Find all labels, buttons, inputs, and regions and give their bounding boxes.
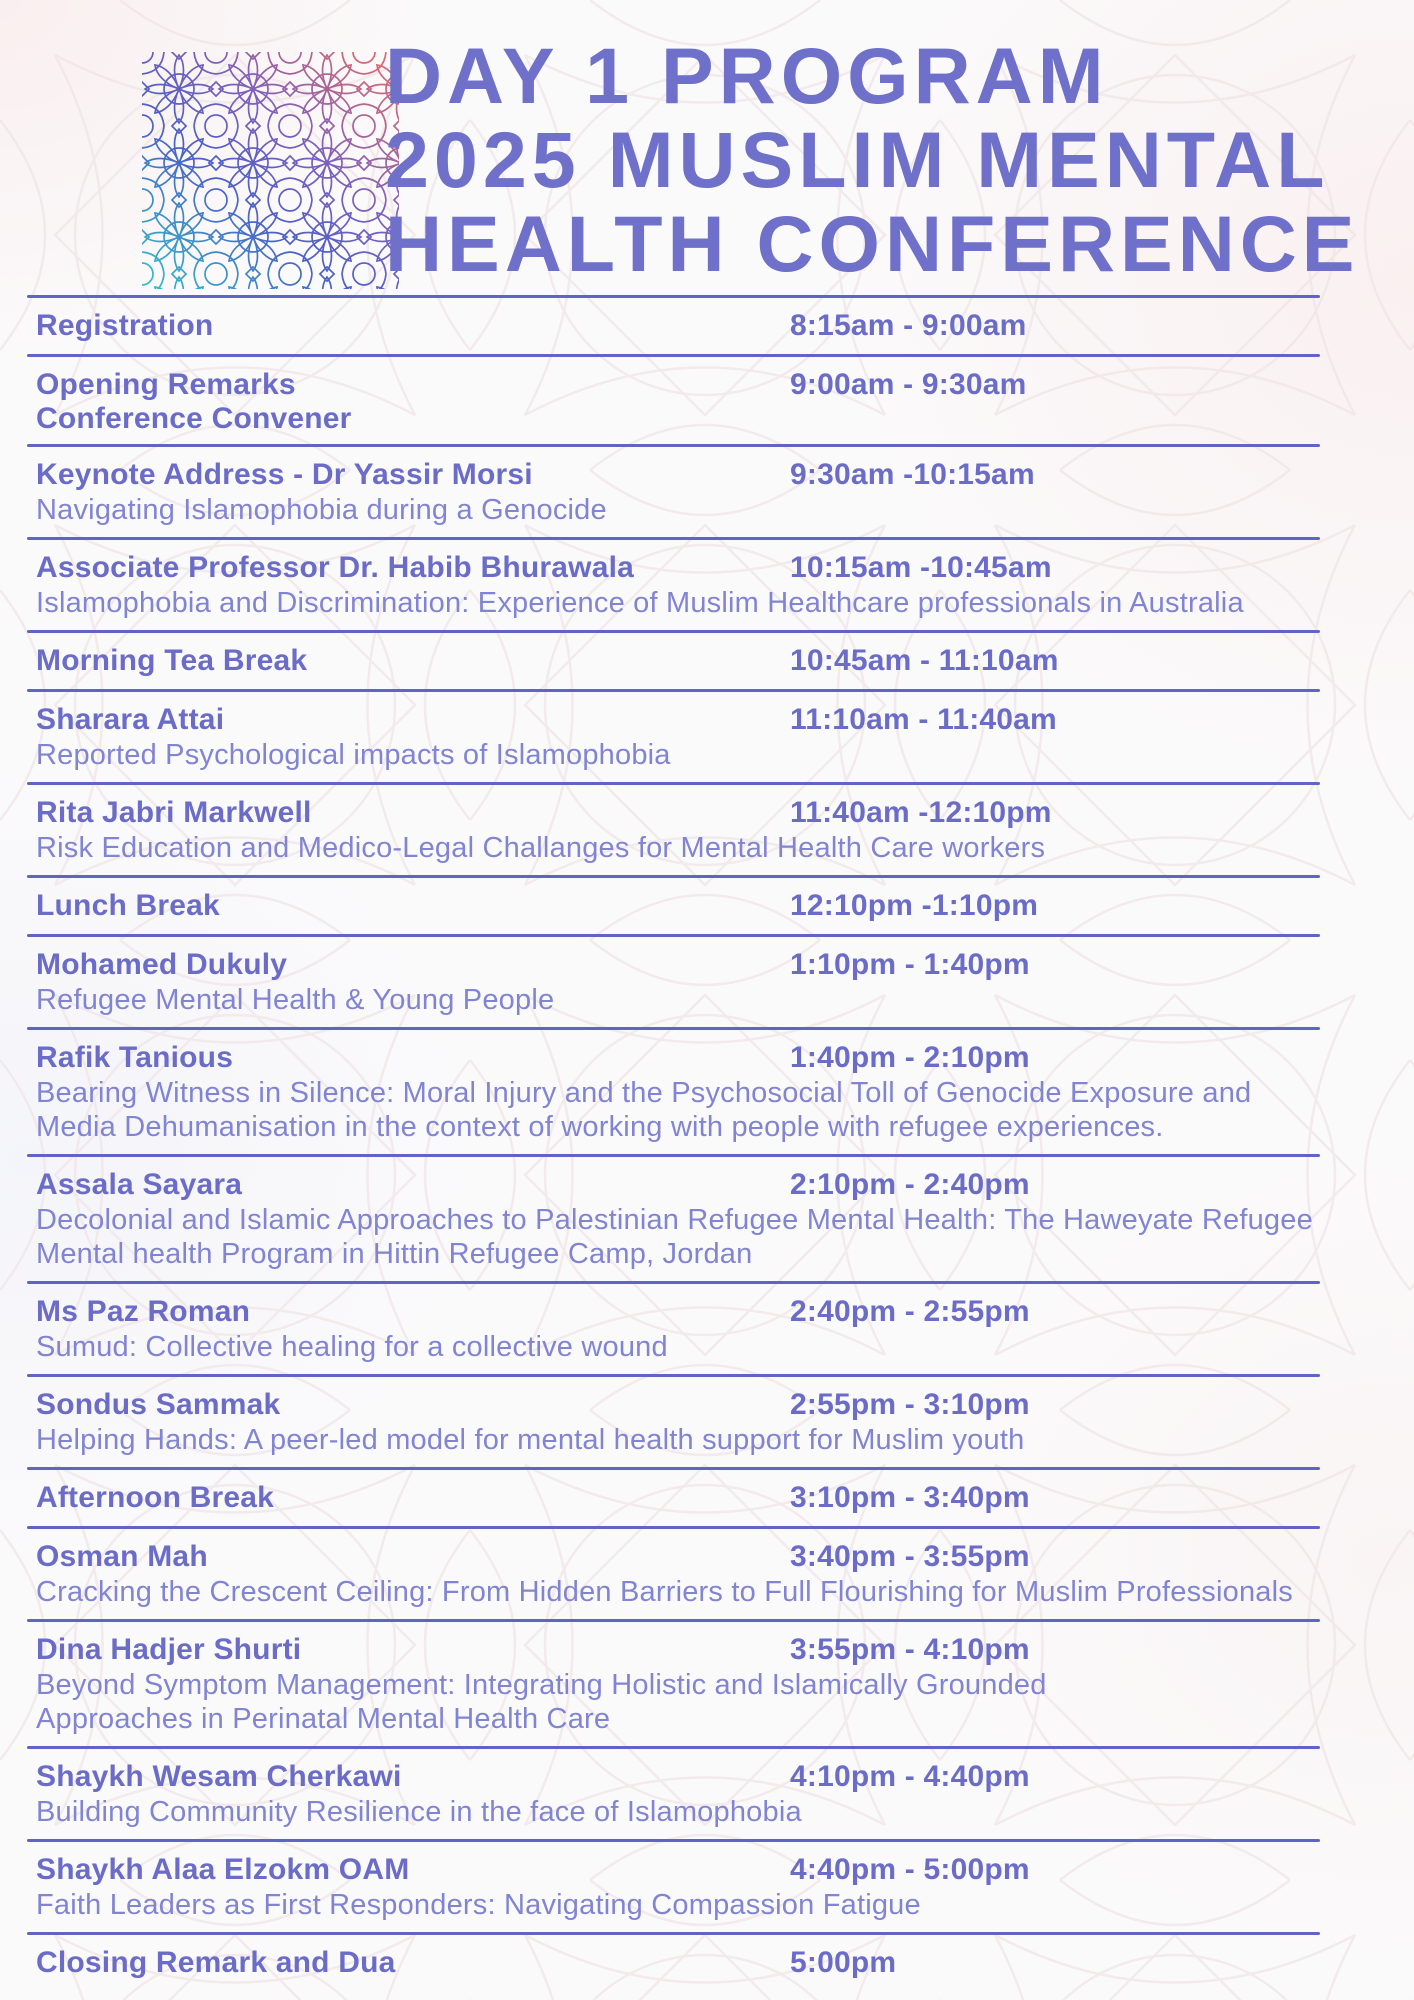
session-time: 5:00pm — [790, 1946, 897, 1979]
schedule-row — [0, 354, 1414, 444]
row-spacer — [0, 344, 1414, 354]
schedule-row — [0, 782, 1414, 875]
session-time: 9:00am - 9:30am — [790, 368, 1027, 401]
schedule-row — [0, 1467, 1414, 1526]
session-time: 9:30am -10:15am — [790, 458, 1035, 491]
session-subtitles — [0, 493, 1408, 527]
session-time: 11:40am -12:10pm — [790, 796, 1052, 829]
session-subtitle: Refugee Mental Health & Young People — [36, 984, 555, 1016]
session-titles — [0, 1470, 1414, 1516]
session-subtitle: Decolonial and Islamic Approaches to Palestinian Refugee Mental Health: The Haweyate Refugee — [36, 1204, 1313, 1236]
page-title — [385, 31, 1360, 288]
session-time: 1:10pm - 1:40pm — [790, 948, 1030, 981]
session-title: Assala Sayara — [36, 1168, 243, 1201]
session-subtitles — [0, 1203, 1408, 1271]
session-title: Keynote Address - Dr Yassir Morsi — [36, 458, 533, 491]
session-titles — [0, 1842, 1414, 1888]
row-spacer — [0, 1829, 1414, 1839]
session-title: Associate Professor Dr. Habib Bhurawala — [36, 551, 635, 584]
session-title: Closing Remark and Dua — [36, 1946, 396, 1979]
session-subtitle: Helping Hands: A peer-led model for mental health support for Muslim youth — [36, 1424, 1025, 1456]
session-subtitles — [0, 738, 1408, 772]
row-spacer — [0, 1017, 1414, 1027]
row-spacer — [0, 1271, 1414, 1281]
session-subtitles — [0, 1668, 1408, 1736]
schedule-row — [0, 1374, 1414, 1467]
session-subtitles — [0, 1076, 1408, 1144]
schedule-row — [0, 1746, 1414, 1839]
session-titles — [0, 447, 1414, 493]
schedule-row — [0, 444, 1414, 537]
session-subtitle: Cracking the Crescent Ceiling: From Hidden Barriers to Full Flourishing for Muslim Professionals — [36, 1576, 1293, 1608]
session-subtitle: Beyond Symptom Management: Integrating Holistic and Islamically Grounded — [36, 1669, 1047, 1701]
session-title: Lunch Break — [36, 889, 220, 922]
row-spacer — [0, 865, 1414, 875]
schedule-table — [0, 295, 1414, 1991]
session-time: 2:55pm - 3:10pm — [790, 1388, 1030, 1421]
session-titles — [0, 1529, 1414, 1575]
schedule-row — [0, 934, 1414, 1027]
schedule-row — [0, 1526, 1414, 1619]
session-title: Shaykh Wesam Cherkawi — [36, 1760, 402, 1793]
session-subtitles — [0, 1330, 1408, 1364]
session-time: 3:10pm - 3:40pm — [790, 1481, 1030, 1514]
session-subtitles — [0, 831, 1408, 865]
session-titles — [0, 1377, 1414, 1423]
session-subtitles — [0, 1795, 1408, 1829]
session-title: Rita Jabri Markwell — [36, 796, 312, 829]
session-titles — [0, 1749, 1414, 1795]
session-subtitles — [0, 983, 1408, 1017]
session-time: 10:15am -10:45am — [790, 551, 1052, 584]
session-time: 12:10pm -1:10pm — [790, 889, 1039, 922]
session-title: Morning Tea Break — [36, 644, 308, 677]
row-spacer — [0, 434, 1414, 444]
schedule-row — [0, 1281, 1414, 1374]
session-title: Sondus Sammak — [36, 1388, 281, 1421]
session-time: 4:10pm - 4:40pm — [790, 1760, 1030, 1793]
session-time: 2:10pm - 2:40pm — [790, 1168, 1030, 1201]
row-spacer — [0, 1981, 1414, 1991]
session-time: 8:15am - 9:00am — [790, 309, 1027, 342]
row-spacer — [0, 679, 1414, 689]
session-title: Rafik Tanious — [36, 1041, 234, 1074]
row-spacer — [0, 1457, 1414, 1467]
row-spacer — [0, 1516, 1414, 1526]
session-time: 2:40pm - 2:55pm — [790, 1295, 1030, 1328]
session-subtitle: Reported Psychological impacts of Islamophobia — [36, 739, 671, 771]
session-titles — [0, 1622, 1414, 1668]
row-spacer — [0, 772, 1414, 782]
row-spacer — [0, 620, 1414, 630]
row-spacer — [0, 924, 1414, 934]
session-title: Registration — [36, 309, 214, 342]
schedule-row — [0, 630, 1414, 689]
session-subtitle: Sumud: Collective healing for a collective wound — [36, 1331, 668, 1363]
row-spacer — [0, 527, 1414, 537]
session-titles — [0, 937, 1414, 983]
session-titles — [0, 1030, 1414, 1076]
session-subtitle: Islamophobia and Discrimination: Experience of Muslim Healthcare professionals in Australia — [36, 587, 1244, 619]
row-spacer — [0, 1922, 1414, 1932]
session-title: Conference Convener — [36, 402, 352, 435]
row-spacer — [0, 1364, 1414, 1374]
row-spacer — [0, 1609, 1414, 1619]
conference-logo-icon — [142, 52, 399, 289]
schedule-row — [0, 1932, 1414, 1991]
session-titles — [0, 1157, 1414, 1203]
session-title: Dina Hadjer Shurti — [36, 1633, 302, 1666]
session-time: 4:40pm - 5:00pm — [790, 1853, 1030, 1886]
session-time: 1:40pm - 2:10pm — [790, 1041, 1030, 1074]
session-subtitle: Faith Leaders as First Responders: Navigating Compassion Fatigue — [36, 1889, 921, 1921]
session-subtitle: Risk Education and Medico-Legal Challanges for Mental Health Care workers — [36, 832, 1046, 864]
session-titles — [0, 540, 1414, 586]
session-titles — [0, 878, 1414, 924]
session-title: Osman Mah — [36, 1540, 208, 1573]
session-subtitles — [0, 586, 1408, 620]
session-titles — [0, 692, 1414, 738]
session-title: Mohamed Dukuly — [36, 948, 288, 981]
row-spacer — [0, 1736, 1414, 1746]
session-subtitles — [0, 1575, 1408, 1609]
row-spacer — [0, 1144, 1414, 1154]
session-title: Sharara Attai — [36, 703, 225, 736]
session-titles — [0, 785, 1414, 831]
session-subtitle: Mental health Program in Hittin Refugee Camp, Jordan — [36, 1238, 753, 1270]
session-subtitles — [0, 1423, 1408, 1457]
page-title-line-1: DAY 1 PROGRAM — [385, 31, 1109, 120]
schedule-row — [0, 1027, 1414, 1154]
session-subtitle: Bearing Witness in Silence: Moral Injury and the Psychosocial Toll of Genocide Exposure and — [36, 1077, 1252, 1109]
schedule-row — [0, 537, 1414, 630]
session-time: 3:55pm - 4:10pm — [790, 1633, 1030, 1666]
session-subtitles — [0, 1888, 1408, 1922]
session-subtitle: Media Dehumanisation in the context of working with people with refugee experiences. — [36, 1111, 1164, 1143]
session-titles — [0, 1935, 1414, 1981]
session-subtitle: Navigating Islamophobia during a Genocide — [36, 494, 607, 526]
session-subtitle: Approaches in Perinatal Mental Health Care — [36, 1703, 611, 1735]
session-title: Afternoon Break — [36, 1481, 275, 1514]
session-titles — [0, 298, 1414, 344]
session-subtitle: Building Community Resilience in the face of Islamophobia — [36, 1796, 802, 1828]
session-title: Ms Paz Roman — [36, 1295, 251, 1328]
schedule-row — [0, 1839, 1414, 1932]
schedule-row — [0, 1619, 1414, 1746]
schedule-row — [0, 1154, 1414, 1281]
session-time: 11:10am - 11:40am — [790, 703, 1057, 736]
session-time: 3:40pm - 3:55pm — [790, 1540, 1030, 1573]
session-title: Shaykh Alaa Elzokm OAM — [36, 1853, 410, 1886]
session-titles — [0, 357, 1414, 434]
session-titles — [0, 633, 1414, 679]
session-time: 10:45am - 11:10am — [790, 644, 1059, 677]
session-titles — [0, 1284, 1414, 1330]
session-title: Opening Remarks — [36, 368, 296, 401]
page-title-line-2: 2025 MUSLIM MENTAL — [385, 115, 1330, 204]
schedule-row — [0, 875, 1414, 934]
schedule-row — [0, 295, 1414, 354]
schedule-row — [0, 689, 1414, 782]
page-title-line-3: HEALTH CONFERENCE — [385, 199, 1360, 288]
